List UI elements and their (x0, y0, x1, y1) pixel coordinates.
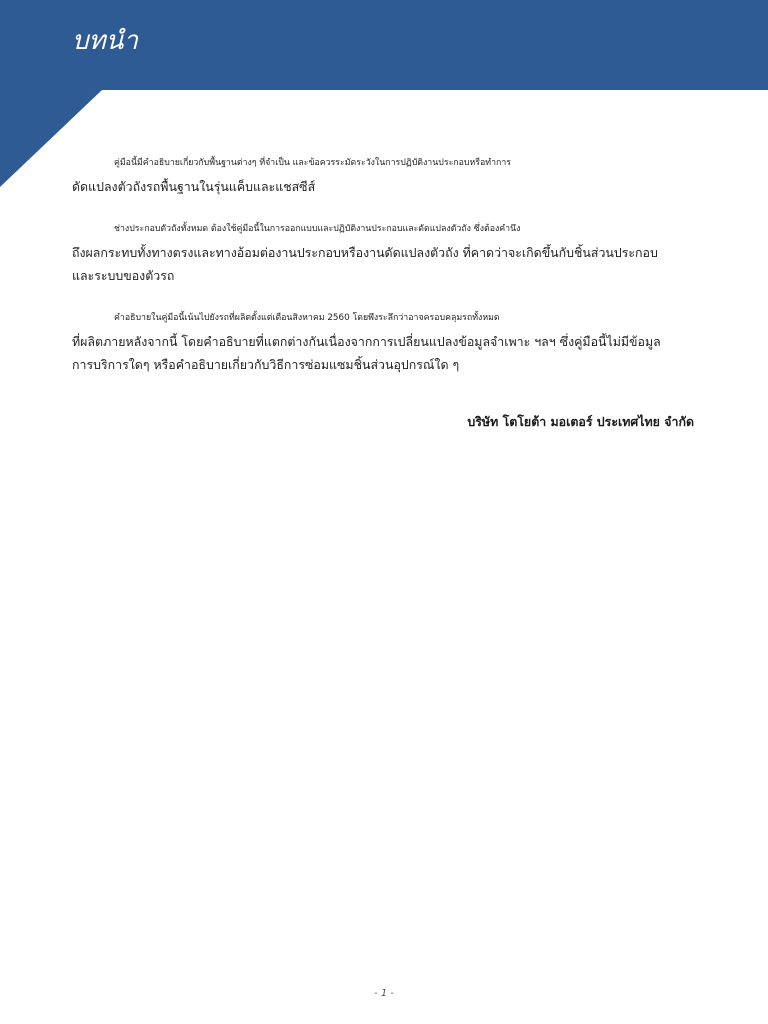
paragraph-line: ถึงผลกระทบทั้งทางตรงและทางอ้อมต่องานประกอบหรืองานดัดแปลงตัวถัง ที่คาดว่าจะเกิดขึ้นกับชิ้นส่วนประกอบ (72, 245, 658, 260)
paragraph-scope (72, 307, 694, 376)
paragraph-line: การบริการใดๆ หรือคำอธิบายเกี่ยวกับวิธีการซ่อมแซมชิ้นส่วนอุปกรณ์ใด ๆ (72, 357, 460, 372)
company-signature: บริษัท โตโยต้า มอเตอร์ ประเทศไทย จำกัด (467, 414, 694, 429)
page-number: - 1 - (374, 988, 394, 999)
paragraph-line: คำอธิบายในคู่มือนี้เน้นไปยังรถที่ผลิตตั้งแต่เดือนสิงหาคม 2560 โดยพึงระลึกว่าอาจครอบคลุมรถทั้งหมด (114, 313, 500, 323)
page-title: บทนำ (72, 26, 139, 56)
paragraph-line: ดัดแปลงตัวถังรถพื้นฐานในรุ่นแค็บและแชสซีส์ (72, 179, 316, 194)
paragraph-body-builders (72, 218, 694, 287)
document-body (72, 152, 694, 396)
paragraph-line: ช่างประกอบตัวถังทั้งหมด ต้องใช้คู่มือนี้ในการออกแบบและปฏิบัติงานประกอบและดัดแปลงตัวถัง ซึ่งต้องคำนึง (114, 224, 521, 234)
paragraph-intro (72, 152, 694, 198)
paragraph-line: คู่มือนี้มีคำอธิบายเกี่ยวกับพื้นฐานต่างๆ ที่จำเป็น และข้อควรระมัดระวังในการปฏิบัติงานประกอบหรือทำการ (114, 158, 512, 168)
paragraph-line: และระบบของตัวรถ (72, 268, 175, 283)
paragraph-line: ที่ผลิตภายหลังจากนี้ โดยคำอธิบายที่แตกต่างกันเนื่องจากการเปลี่ยนแปลงข้อมูลจำเพาะ ฯลฯ ซึ่งคู่มือนี้ไม่มีข้อมูล (72, 334, 661, 349)
